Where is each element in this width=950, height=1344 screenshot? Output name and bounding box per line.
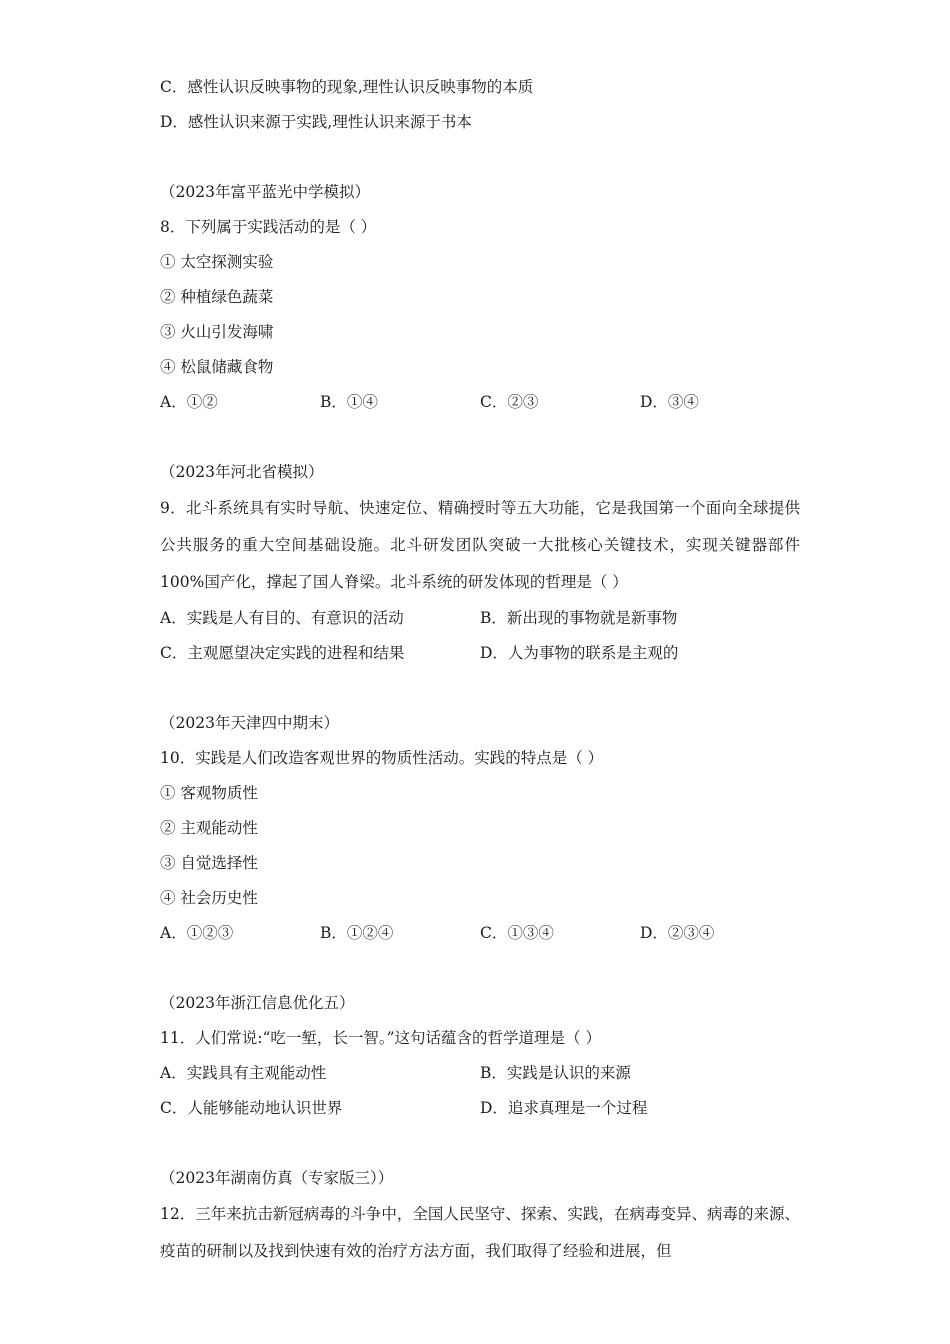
q8-item-2: ② 种植绿色蔬菜 [160,288,274,306]
q9-option-c: C．主观愿望决定实践的进程和结果 [160,644,405,662]
q9-option-d: D．人为事物的联系是主观的 [480,644,679,662]
q10-item-1: ① 客观物质性 [160,784,258,802]
q11-option-c: C．人能够能动地认识世界 [160,1099,343,1117]
q11-source: （2023年浙江信息优化五） [160,994,355,1012]
q9-options-row-2 [160,636,800,671]
q12-stem: 12．三年来抗击新冠病毒的斗争中，全国人民坚守、探索、实践，在病毒变异、病毒的来源、疫苗的研制以及找到快速有效的治疗方法方面，我们取得了经验和进展，但 [160,1205,800,1260]
q11-options-row-1 [160,1056,800,1091]
q10-option-d: D．②③④ [640,924,715,942]
q8-option-b: B．①④ [320,393,378,411]
q8-item-4: ④ 松鼠储藏食物 [160,358,274,376]
q9-source: （2023年河北省模拟） [160,463,324,481]
q8-item-1: ① 太空探测实验 [160,253,274,271]
q11-option-b: B．实践是认识的来源 [480,1064,631,1082]
q9-stem: 9．北斗系统具有实时导航、快速定位、精确授时等五大功能，它是我国第一个面向全球提供公共服务的重大空间基础设施。北斗研发团队突破一大批核心关键技术，实现关键器部件100%国产化，撑起了国人脊梁。北斗系统的研发体现的哲理是（ ） [160,499,800,591]
q9-options-row-1 [160,601,800,636]
q9-option-a: A．实践是人有目的、有意识的活动 [160,609,404,627]
q8-option-a: A．①② [160,393,218,411]
q10-option-c: C．①③④ [480,924,554,942]
q8-option-c: C．②③ [480,393,539,411]
q7-option-c: C．感性认识反映事物的现象,理性认识反映事物的本质 [160,78,534,96]
q8-option-d: D．③④ [640,393,699,411]
q10-item-4: ④ 社会历史性 [160,889,258,907]
q10-item-3: ③ 自觉选择性 [160,854,258,872]
document-page [160,70,800,1270]
q10-source: （2023年天津四中期末） [160,714,339,732]
q8-options [160,385,800,420]
q11-stem: 11．人们常说:“吃一堑，长一智。”这句话蕴含的哲学道理是（ ） [160,1029,601,1047]
q12-source: （2023年湖南仿真（专家版三）） [160,1169,394,1187]
q11-options-row-2 [160,1091,800,1126]
q8-stem: 8．下列属于实践活动的是（ ） [160,218,377,236]
q10-option-b: B．①②④ [320,924,394,942]
q7-option-d: D．感性认识来源于实践,理性认识来源于书本 [160,113,472,131]
q11-option-a: A．实践具有主观能动性 [160,1064,327,1082]
q11-option-d: D．追求真理是一个过程 [480,1099,648,1117]
q10-item-2: ② 主观能动性 [160,819,258,837]
q8-source: （2023年富平蓝光中学模拟） [160,183,370,201]
q8-item-3: ③ 火山引发海啸 [160,323,274,341]
q10-option-a: A．①②③ [160,924,234,942]
q10-options [160,916,800,951]
q10-stem: 10．实践是人们改造客观世界的物质性活动。实践的特点是（ ） [160,749,604,767]
q9-option-b: B．新出现的事物就是新事物 [480,609,678,627]
